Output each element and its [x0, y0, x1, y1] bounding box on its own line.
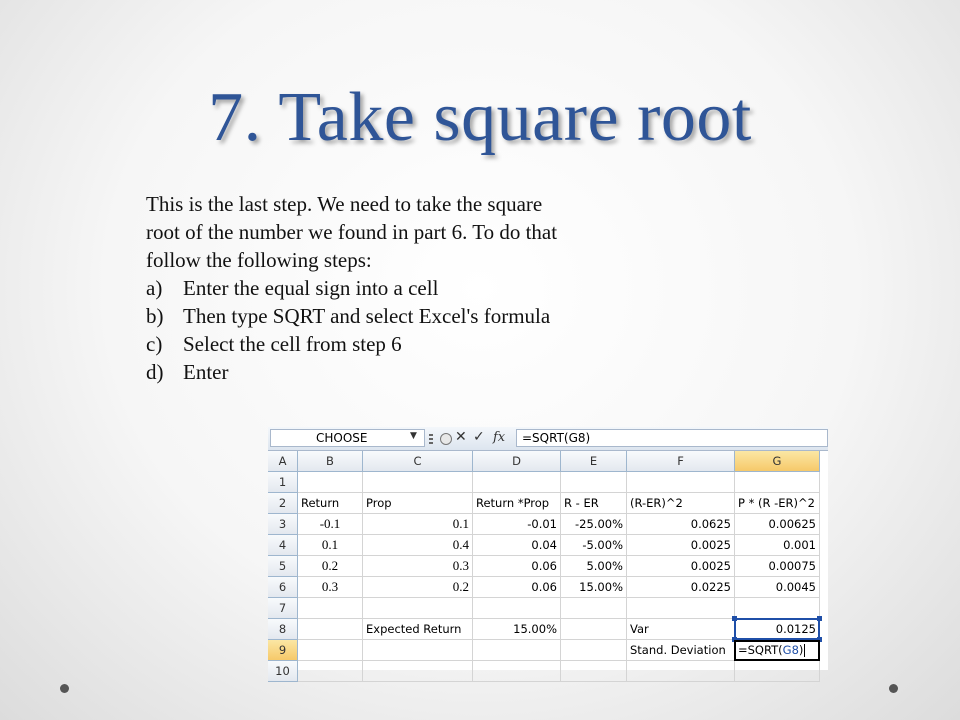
step-text: Select the cell from step 6: [183, 332, 402, 356]
cancel-icon[interactable]: ✕: [455, 429, 467, 445]
cell[interactable]: [298, 661, 363, 682]
row-header-4[interactable]: 4: [268, 535, 298, 556]
expected-return-label[interactable]: Expected Return: [363, 619, 473, 640]
std-deviation-label[interactable]: Stand. Deviation: [627, 640, 735, 661]
formula-suffix: ): [798, 643, 804, 657]
cell[interactable]: [363, 472, 473, 493]
step-marker: c): [146, 332, 163, 356]
step-item: [146, 302, 566, 330]
data-cell[interactable]: -25.00%: [561, 514, 627, 535]
formula-prefix: =SQRT(: [738, 643, 783, 657]
cell[interactable]: [561, 598, 627, 619]
step-item: [146, 274, 566, 302]
var-label[interactable]: Var: [627, 619, 735, 640]
data-cell[interactable]: -0.1: [298, 514, 363, 535]
cell[interactable]: [735, 598, 820, 619]
resize-handle[interactable]: [732, 616, 737, 621]
row-header-10[interactable]: 10: [268, 661, 298, 682]
cell[interactable]: [561, 472, 627, 493]
spreadsheet-screenshot: [268, 427, 828, 678]
data-cell[interactable]: 0.04: [473, 535, 561, 556]
formula-reference: G8: [782, 643, 799, 657]
column-header-b[interactable]: B: [298, 451, 363, 472]
nav-dot-right-icon: [889, 684, 898, 693]
dropdown-arrow-icon[interactable]: ▼: [410, 431, 417, 441]
cell[interactable]: [473, 472, 561, 493]
step-item: [146, 358, 566, 386]
resize-handle[interactable]: [817, 616, 822, 621]
cell[interactable]: [561, 619, 627, 640]
data-cell[interactable]: 0.1: [363, 514, 473, 535]
row-header-6[interactable]: 6: [268, 577, 298, 598]
data-cell[interactable]: 0.1: [298, 535, 363, 556]
row-header-7[interactable]: 7: [268, 598, 298, 619]
data-cell[interactable]: 0.0045: [735, 577, 820, 598]
column-header-f[interactable]: F: [627, 451, 735, 472]
data-cell[interactable]: 5.00%: [561, 556, 627, 577]
cell[interactable]: [298, 472, 363, 493]
data-cell[interactable]: 0.3: [363, 556, 473, 577]
column-label-cell[interactable]: P * (R -ER)^2: [735, 493, 820, 514]
step-marker: d): [146, 360, 164, 384]
column-header-c[interactable]: C: [363, 451, 473, 472]
select-all-corner[interactable]: A: [268, 451, 298, 472]
data-cell[interactable]: 0.2: [363, 577, 473, 598]
data-cell[interactable]: 0.4: [363, 535, 473, 556]
cell[interactable]: [363, 640, 473, 661]
step-text: Enter the equal sign into a cell: [183, 276, 439, 300]
step-item: [146, 330, 566, 358]
step-marker: b): [146, 304, 164, 328]
cell[interactable]: [561, 661, 627, 682]
column-label-cell[interactable]: Return: [298, 493, 363, 514]
steps-list: [146, 274, 566, 386]
cell[interactable]: [735, 472, 820, 493]
insert-function-icon[interactable]: fx: [493, 430, 506, 445]
data-cell[interactable]: -5.00%: [561, 535, 627, 556]
row-header-1[interactable]: 1: [268, 472, 298, 493]
nav-dot-left-icon: [60, 684, 69, 693]
row-header-9[interactable]: 9: [268, 640, 298, 661]
data-cell[interactable]: 0.001: [735, 535, 820, 556]
cell[interactable]: [627, 472, 735, 493]
row-header-2[interactable]: 2: [268, 493, 298, 514]
data-cell[interactable]: 0.00075: [735, 556, 820, 577]
column-label-cell[interactable]: Prop: [363, 493, 473, 514]
active-edit-cell[interactable]: [734, 640, 820, 661]
enter-check-icon[interactable]: ✓: [473, 429, 485, 445]
data-cell[interactable]: 0.0025: [627, 535, 735, 556]
slide-title: 7. Take square root: [208, 79, 752, 156]
name-box[interactable]: CHOOSE: [270, 429, 425, 447]
expected-return-value[interactable]: 15.00%: [473, 619, 561, 640]
data-cell[interactable]: -0.01: [473, 514, 561, 535]
formula-input[interactable]: =SQRT(G8): [516, 429, 828, 447]
data-cell[interactable]: 0.06: [473, 556, 561, 577]
data-cell[interactable]: 0.0025: [627, 556, 735, 577]
slide-body: [146, 190, 566, 386]
formula-toolbar: [268, 427, 828, 451]
step-text: Then type SQRT and select Excel's formula: [183, 304, 551, 328]
data-cell[interactable]: 0.06: [473, 577, 561, 598]
data-cell[interactable]: 0.3: [298, 577, 363, 598]
data-cell[interactable]: 0.2: [298, 556, 363, 577]
row-header-5[interactable]: 5: [268, 556, 298, 577]
cell[interactable]: [735, 661, 820, 682]
cell[interactable]: [561, 640, 627, 661]
row-header-8[interactable]: 8: [268, 619, 298, 640]
cell[interactable]: [473, 598, 561, 619]
data-cell[interactable]: 0.0625: [627, 514, 735, 535]
referenced-cell-highlight: [734, 618, 820, 640]
step-text: Enter: [183, 360, 229, 384]
var-value[interactable]: 0.0125: [735, 619, 820, 640]
cell[interactable]: [298, 640, 363, 661]
column-header-g[interactable]: G: [735, 451, 820, 472]
cell[interactable]: [363, 598, 473, 619]
data-cell[interactable]: 15.00%: [561, 577, 627, 598]
data-cell[interactable]: 0.00625: [735, 514, 820, 535]
step-marker: a): [146, 276, 163, 300]
column-label-cell[interactable]: R - ER: [561, 493, 627, 514]
row-header-3[interactable]: 3: [268, 514, 298, 535]
cell[interactable]: [627, 661, 735, 682]
column-label-cell[interactable]: Return *Prop: [473, 493, 561, 514]
cell[interactable]: [298, 598, 363, 619]
cell[interactable]: [473, 640, 561, 661]
intro-paragraph: This is the last step. We need to take the square root of the number we found in part 6. To do that follow the following steps:: [146, 192, 558, 272]
text-caret: [804, 644, 805, 657]
column-header-d[interactable]: D: [473, 451, 561, 472]
column-header-e[interactable]: E: [561, 451, 627, 472]
data-cell[interactable]: 0.0225: [627, 577, 735, 598]
cell[interactable]: [473, 661, 561, 682]
cell[interactable]: [363, 661, 473, 682]
cell[interactable]: [627, 598, 735, 619]
cell[interactable]: [298, 619, 363, 640]
column-label-cell[interactable]: (R-ER)^2: [627, 493, 735, 514]
grip-icon: [429, 434, 433, 444]
circle-icon: [440, 433, 452, 445]
